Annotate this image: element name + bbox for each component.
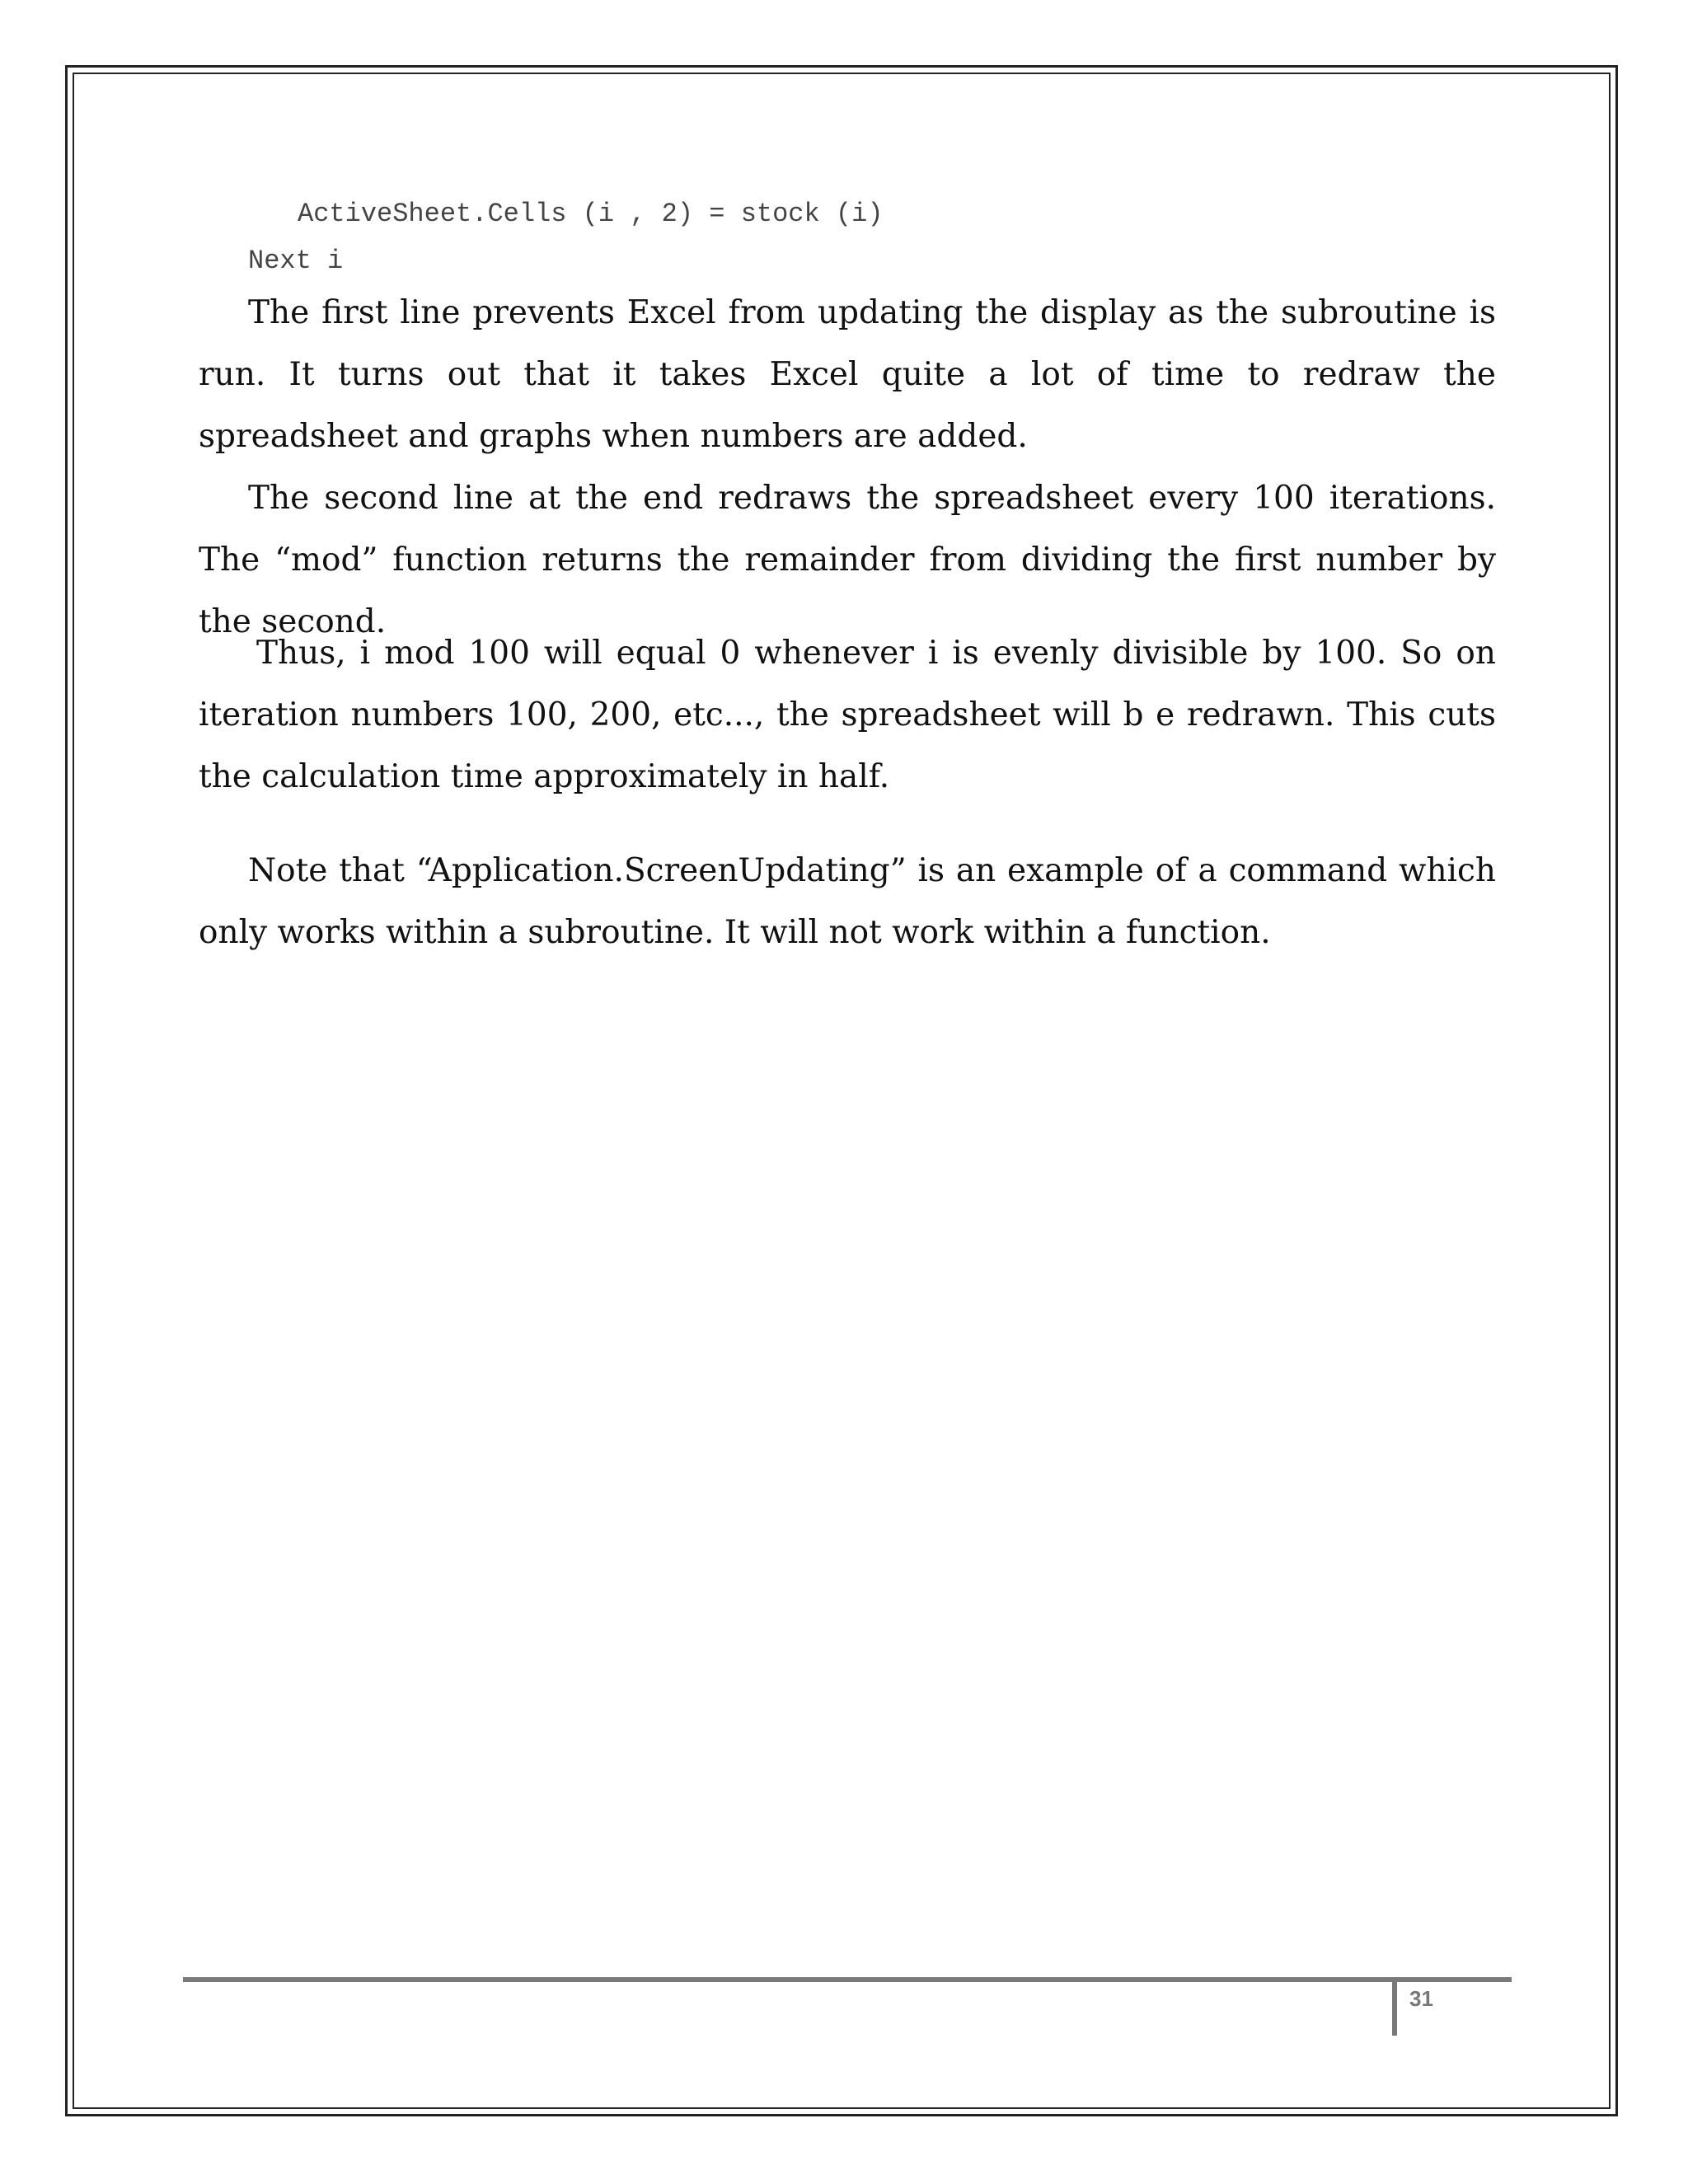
page-number: 31	[1409, 1986, 1433, 2011]
footer-page-tick	[1392, 1977, 1397, 2036]
paragraph-text: Note that “Application.ScreenUpdating” is an example of a command which only works within a subroutine. It will not work within a function.	[199, 852, 1496, 951]
paragraph-subroutine-note	[199, 840, 1496, 963]
paragraph-text: The second line at the end redraws the spreadsheet every 100 iterations. The “mod” function returns the remainder from dividing the first number by the second.	[199, 480, 1496, 640]
paragraph-screen-updating	[199, 282, 1496, 467]
code-line-cells-assignment: ActiveSheet.Cells (i , 2) = stock (i)	[298, 199, 884, 229]
footer-rule	[183, 1977, 1512, 1982]
paragraph-iteration-redraw	[199, 622, 1496, 808]
code-line-next: Next i	[248, 246, 344, 276]
paragraph-text: The first line prevents Excel from updating the display as the subroutine is run. It turns out that it takes Excel quite a lot of time to redraw the spreadsheet and graphs when numbers are added.	[199, 294, 1496, 455]
paragraph-text: Thus, i mod 100 will equal 0 whenever i is evenly divisible by 100. So on iteration numbers 100, 200, etc..., the spreadsheet will b e redrawn. This cuts the calculation time approximately in half.	[199, 635, 1496, 795]
